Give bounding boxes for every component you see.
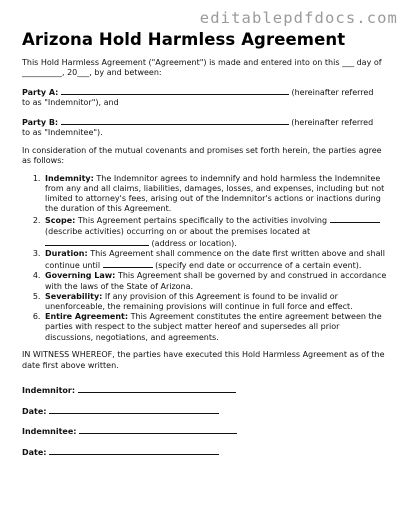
party-b-label: Party B: (22, 117, 59, 127)
party-a-name-field[interactable] (61, 86, 289, 95)
witness-paragraph: IN WITNESS WHEREOF, the parties have executed this Hold Harmless Agreement as of the date first above written. (22, 350, 385, 370)
term-text: This Agreement pertains specifically to the activities involving (77, 216, 328, 226)
term-heading: Scope: (45, 216, 76, 226)
term-heading: Severability: (45, 291, 103, 301)
indemnitee-signature-field[interactable] (79, 425, 237, 434)
terms-list (22, 174, 390, 343)
term-heading: Duration: (45, 249, 88, 259)
document-body (22, 58, 390, 467)
signature-label: Date: (22, 406, 47, 416)
party-b-suffix: (hereinafter referred (291, 117, 374, 127)
indemnitor-signature-row (22, 384, 390, 396)
activities-field[interactable] (330, 214, 380, 223)
intro-paragraph (22, 58, 390, 78)
term-heading: Governing Law: (45, 271, 116, 281)
term-text: (specify end date or occurrence of a certain event). (155, 261, 362, 271)
indemnitor-signature-field[interactable] (78, 384, 236, 393)
term-duration (43, 249, 390, 271)
premises-field[interactable] (45, 237, 149, 246)
term-text: If any provision of this Agreement is found to be invalid or unenforceable, the remaining provisions will continue in full force and effect. (45, 291, 353, 312)
signature-label: Indemnitor: (22, 385, 76, 395)
term-governing-law (43, 271, 390, 291)
party-a-suffix: (hereinafter referred (291, 87, 374, 97)
signature-label: Date: (22, 448, 47, 458)
term-entire-agreement (43, 312, 390, 343)
term-heading: Entire Agreement: (45, 312, 129, 322)
term-heading: Indemnity: (45, 173, 94, 183)
party-b-paragraph (22, 116, 390, 138)
term-text: (describe activities) occurring on or about the premises located at (45, 226, 311, 236)
indemnitee-date-row (22, 446, 390, 458)
signature-label: Indemnitee: (22, 427, 77, 437)
intro-text-1: This Hold Harmless Agreement ("Agreement") is made and entered into on this ___ day of (22, 58, 382, 67)
indemnitor-date-field[interactable] (49, 405, 219, 414)
term-scope (43, 214, 390, 249)
party-a-label: Party A: (22, 87, 59, 97)
term-text: This Agreement constitutes the entire agreement between the parties with respect to the subject matter hereof and supersedes all prior discussions, negotiations, and agreements. (45, 312, 382, 342)
party-b-name-field[interactable] (61, 116, 289, 125)
indemnitor-date-row (22, 405, 390, 417)
term-indemnity (43, 174, 390, 215)
party-a-role: to as "Indemnitor"), and (22, 98, 119, 108)
end-date-field[interactable] (103, 259, 153, 268)
site-watermark: editablepdfdocs.com (199, 9, 398, 27)
term-text: (address or location). (151, 238, 237, 248)
term-text: This Agreement shall commence on the date first written above and shall continue until (45, 249, 385, 271)
indemnitee-date-field[interactable] (49, 446, 219, 455)
consideration-paragraph: In consideration of the mutual covenants and promises set forth herein, the parties agree as follows: (22, 145, 382, 165)
term-severability (43, 292, 390, 312)
term-text: The Indemnitor agrees to indemnify and hold harmless the Indemnitee from any and all claims, liabilities, damages, losses, and expenses, including but not limited to attorney's fees, arising out of the Indemnitor's actions or inactions during the duration of this Agreement. (45, 173, 385, 214)
document-title: Arizona Hold Harmless Agreement (22, 30, 346, 49)
party-a-paragraph (22, 86, 390, 108)
term-text: This Agreement shall be governed by and construed in accordance with the laws of the State of Arizona. (45, 271, 387, 291)
party-b-role: to as "Indemnitee"). (22, 128, 103, 138)
intro-text-2: __________, 20___, by and between: (22, 68, 162, 78)
indemnitee-signature-row (22, 425, 390, 437)
